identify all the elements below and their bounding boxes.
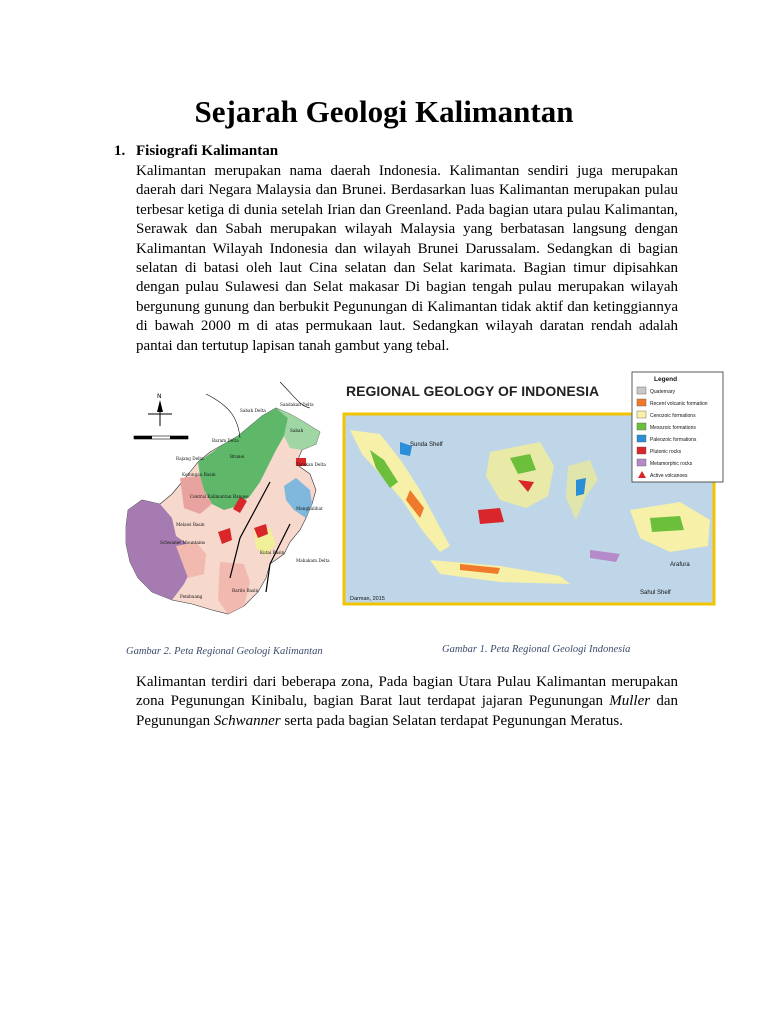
label-mahakam: Mahakam Delta <box>296 558 330 563</box>
label-sahul-shelf: Sahul Shelf <box>640 590 671 596</box>
label-baram: Baram Delta <box>212 438 239 443</box>
map-legend <box>632 372 723 482</box>
label-ketungau: Ketungau Basin <box>182 472 216 477</box>
legend-swatch <box>637 423 646 430</box>
page-title: Sejarah Geologi Kalimantan <box>194 94 574 129</box>
legend-label: Recent volcanic formation <box>650 401 708 407</box>
label-arafura: Arafura <box>670 562 690 568</box>
legend-swatch <box>637 399 646 406</box>
paragraph-zona-part1: Kalimantan terdiri dari beberapa zona, Pada bagian Utara Pulau Kalimantan merupakan zona Pegunungan Kinibalu, bagian Barat laut terdapat jajaran Pegunungan <box>136 674 678 710</box>
caption-indonesia-map: Gambar 1. Peta Regional Geologi Indonesia <box>442 644 631 655</box>
label-sabah: Sabah <box>290 428 304 433</box>
paragraph-zona-part2: dan Pegunungan <box>136 693 678 729</box>
legend-label: Mesozoic formations <box>650 425 696 431</box>
paragraph-fisiografi: Kalimantan merupakan nama daerah Indonesia. Kalimantan sendiri juga merupakan daerah dari Negara Malaysia dan Brunei. Berdasarkan luas Kalimantan merupakan pulau terbesar ketiga di dunia setelah Irian dan Greenland. Pada bagian utara pulau Kalimantan, Serawak dan Sabah merupakan wilayah Malaysia yang berbatasan langsung dengan Kalimantan Wilayah Indonesia dan wilayah Brunei Darussalam. Sedangkan di bagian selatan di batasi oleh laut Cina selatan dan Selat karimata. Bagian timur dipisahkan dengan pulau Sulawesi dan Selat makasar Di bagian tengah pulau merupakan wilayah bergunung gunung dan berbukit Pegunungan di Kalimantan tidak aktif dan ketinggiannya di bawah 2000 m di atas permukaan laut. Sedangkan wilayah daratan rendah adalah pantai dan tertutup lapisan tanah gambut yang tebal. <box>136 163 678 354</box>
section-number: 1. <box>114 143 126 159</box>
label-sabah-delta: Sabah Delta <box>240 408 266 413</box>
legend-label: Quaternary <box>650 389 676 395</box>
compass-label: N <box>157 393 162 400</box>
legend-swatch <box>637 447 646 454</box>
label-mangkalihat: Mangkalihat <box>296 506 323 511</box>
legend-label: Active volcanoes <box>650 473 688 479</box>
term-schwanner: Schwanner <box>213 712 281 729</box>
label-melawi: Melawi Basin <box>176 522 205 527</box>
label-tarakan: Tarakan Delta <box>296 462 326 467</box>
legend-label: Metamorphic rocks <box>650 461 693 467</box>
map-credit: Darman, 2015 <box>350 596 385 602</box>
indonesia-geology-map <box>340 370 725 610</box>
label-central: Central Kalimantan Ranges <box>190 494 249 499</box>
label-schwaner: Schwaner Mountains <box>160 540 206 545</box>
label-pembuang: Pembuang <box>180 594 203 599</box>
label-sandakan: Sandakan Delta <box>280 402 314 407</box>
legend-swatch <box>637 435 646 442</box>
kalimantan-geology-map <box>120 378 332 630</box>
legend-label: Plutonic rocks <box>650 449 682 455</box>
paragraph-zona-part3: serta pada bagian Selatan terdapat Pegunungan Meratus. <box>280 712 623 729</box>
term-muller: Muller <box>609 693 651 710</box>
section-heading: Fisiografi Kalimantan <box>136 143 279 159</box>
label-brunei: Brunei <box>230 454 245 459</box>
caption-kalimantan-map: Gambar 2. Peta Regional Geologi Kalimantan <box>126 646 323 657</box>
legend-swatch <box>637 459 646 466</box>
map-title: REGIONAL GEOLOGY OF INDONESIA <box>346 383 600 399</box>
label-barito: Barito Basin <box>232 588 259 593</box>
label-kutai: Kutai Basin <box>260 550 285 555</box>
legend-swatch <box>637 411 646 418</box>
label-sunda-shelf: Sunda Shelf <box>410 442 443 448</box>
legend-label: Paleozoic formations <box>650 437 697 443</box>
legend-label: Cenozoic formations <box>650 413 696 419</box>
legend-title: Legend <box>654 376 678 383</box>
legend-swatch <box>637 387 646 394</box>
label-rajang: Rajang Delta <box>176 456 204 461</box>
paragraph-zona <box>136 673 678 731</box>
